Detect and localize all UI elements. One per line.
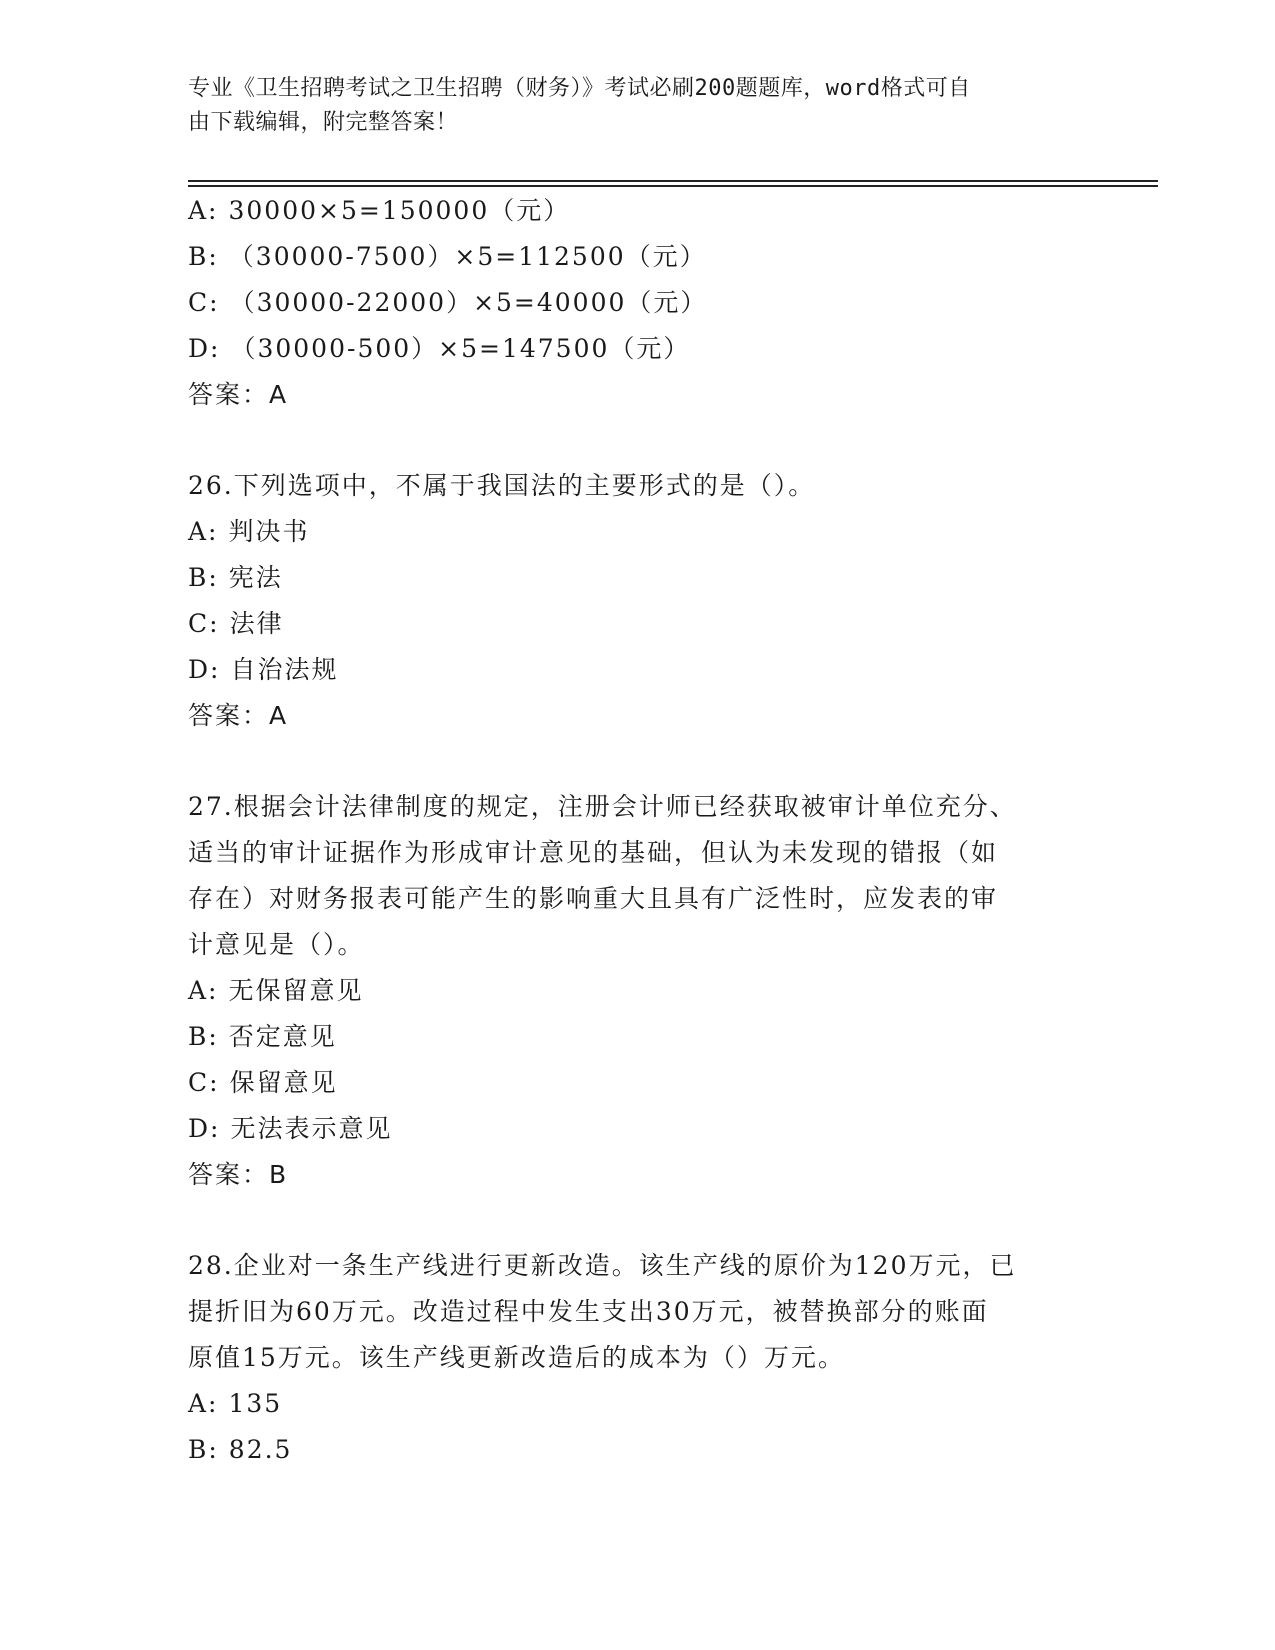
option-text: 保留意见 xyxy=(229,1068,338,1097)
option-a xyxy=(188,188,1088,234)
option-a xyxy=(188,509,1088,555)
spacer xyxy=(188,1198,1088,1243)
option-text: 82.5 xyxy=(228,1435,293,1464)
option-key: D: xyxy=(188,655,221,684)
option-key: A: xyxy=(188,517,219,546)
option-key: D: xyxy=(188,334,221,363)
option-key: C: xyxy=(188,609,220,638)
option-key: B: xyxy=(188,242,219,271)
option-b xyxy=(188,234,1088,280)
spacer xyxy=(188,739,1088,784)
document-header xyxy=(188,72,1068,140)
option-text: （30000-22000）×5=40000（元） xyxy=(229,288,708,317)
option-key: D: xyxy=(188,1114,221,1143)
header-divider-top xyxy=(188,180,1158,182)
option-c xyxy=(188,601,1088,647)
option-text: 无法表示意见 xyxy=(230,1114,393,1143)
option-d xyxy=(188,647,1088,693)
question-28-line-2: 提折旧为60万元。改造过程中发生支出30万元，被替换部分的账面 xyxy=(188,1297,989,1326)
option-c xyxy=(188,1060,1088,1106)
question-28-line-3: 原值15万元。该生产线更新改造后的成本为（）万元。 xyxy=(188,1343,845,1372)
option-key: A: xyxy=(188,1389,219,1418)
option-key: C: xyxy=(188,1068,220,1097)
question-27-line-2: 适当的审计证据作为形成审计意见的基础，但认为未发现的错报（如 xyxy=(188,838,999,867)
question-27-line-1: 27.根据会计法律制度的规定，注册会计师已经获取被审计单位充分、 xyxy=(188,792,1017,821)
option-text: 自治法规 xyxy=(230,655,339,684)
option-a xyxy=(188,968,1088,1014)
option-key: B: xyxy=(188,1022,219,1051)
question-26-text: 26.下列选项中，不属于我国法的主要形式的是（）。 xyxy=(188,471,816,500)
option-c xyxy=(188,280,1088,326)
option-key: B: xyxy=(188,563,219,592)
option-text: 135 xyxy=(228,1389,283,1418)
option-text: （30000-7500）×5=112500（元） xyxy=(228,242,707,271)
option-text: 宪法 xyxy=(228,563,283,592)
answer-line: 答案：A xyxy=(188,380,289,409)
answer-line: 答案：A xyxy=(188,701,289,730)
question-28-line-1: 28.企业对一条生产线进行更新改造。该生产线的原价为120万元，已 xyxy=(188,1251,1017,1280)
option-text: 判决书 xyxy=(228,517,310,546)
header-line-1: 专业《卫生招聘考试之卫生招聘（财务）》考试必刷200题题库，word格式可自 xyxy=(188,76,971,101)
question-27-line-3: 存在）对财务报表可能产生的影响重大且具有广泛性时，应发表的审 xyxy=(188,884,999,913)
option-text: 30000×5=150000（元） xyxy=(228,196,571,225)
option-d xyxy=(188,1106,1088,1152)
question-content xyxy=(188,188,1088,1473)
header-divider-bottom xyxy=(188,185,1158,187)
option-key: A: xyxy=(188,196,219,225)
option-text: 法律 xyxy=(229,609,284,638)
option-text: 否定意见 xyxy=(228,1022,337,1051)
question-27-line-4: 计意见是（）。 xyxy=(188,930,365,959)
option-text: （30000-500）×5=147500（元） xyxy=(230,334,691,363)
option-key: C: xyxy=(188,288,220,317)
option-b xyxy=(188,1014,1088,1060)
header-line-2: 由下载编辑，附完整答案！ xyxy=(188,110,459,135)
option-b xyxy=(188,555,1088,601)
spacer xyxy=(188,418,1088,463)
answer-line: 答案：B xyxy=(188,1160,289,1189)
option-b xyxy=(188,1427,1088,1473)
option-text: 无保留意见 xyxy=(228,976,364,1005)
option-a xyxy=(188,1381,1088,1427)
option-key: B: xyxy=(188,1435,219,1464)
option-key: A: xyxy=(188,976,219,1005)
option-d xyxy=(188,326,1088,372)
